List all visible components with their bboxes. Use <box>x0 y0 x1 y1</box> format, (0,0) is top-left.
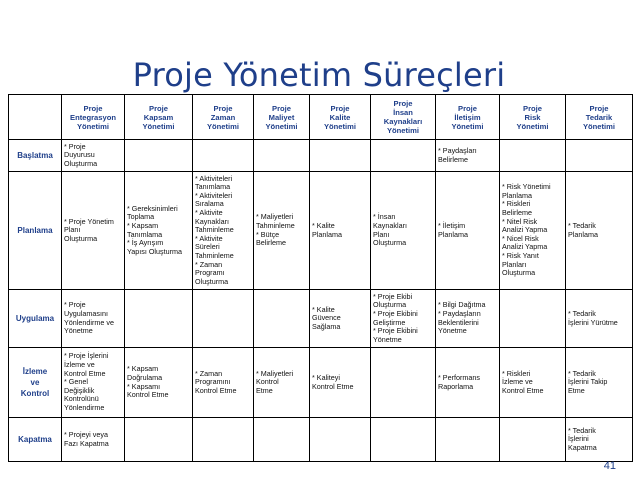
table-cell: * Aktiviteleri Tanımlama * Aktiviteleri Sıralama * Aktivite Kaynakları Tahminleme * Aktivite Süreleri Tahminleme * Zaman Programı Oluşturma <box>193 172 254 290</box>
table-cell: * Kalite Güvence Sağlama <box>310 290 371 348</box>
table-cell <box>254 418 310 462</box>
table-cell <box>500 418 566 462</box>
table-cell <box>436 418 500 462</box>
table-cell: * Tedarik İşlerini Yürütme <box>566 290 633 348</box>
table-cell: * Kapsam Doğrulama * Kapsamı Kontrol Etme <box>125 348 193 418</box>
column-header: Proje Tedarik Yönetimi <box>566 95 633 140</box>
table-cell: * Gereksinimleri Toplama * Kapsam Tanımlama * İş Ayrışım Yapısı Oluşturma <box>125 172 193 290</box>
row-header: Kapatma <box>9 418 62 462</box>
table-corner <box>9 95 62 140</box>
table-cell <box>500 140 566 172</box>
column-header: Proje İletişim Yönetimi <box>436 95 500 140</box>
row-header: Uygulama <box>9 290 62 348</box>
row-header: İzleme ve Kontrol <box>9 348 62 418</box>
column-header: Proje İnsan Kaynakları Yönetimi <box>371 95 436 140</box>
page-number: 41 <box>603 460 616 472</box>
table-cell <box>125 140 193 172</box>
table-cell <box>193 418 254 462</box>
table-cell: * Risk Yönetimi Planlama * Riskleri Belirleme * Nitel Risk Analizi Yapma * Nicel Risk Analizi Yapma * Risk Yanıt Planları Oluşturma <box>500 172 566 290</box>
table-cell: * Performans Raporlama <box>436 348 500 418</box>
table-row <box>9 348 633 418</box>
column-header: Proje Kapsam Yönetimi <box>125 95 193 140</box>
table-row <box>9 290 633 348</box>
column-header: Proje Maliyet Yönetimi <box>254 95 310 140</box>
table-cell: * Proje Yönetim Planı Oluşturma <box>62 172 125 290</box>
table-cell <box>254 140 310 172</box>
table-row <box>9 418 633 462</box>
table-cell: * Proje Uygulamasını Yönlendirme ve Yönetme <box>62 290 125 348</box>
header-row <box>9 95 633 140</box>
column-header: Proje Risk Yönetimi <box>500 95 566 140</box>
table-cell: * İnsan Kaynakları Planı Oluşturma <box>371 172 436 290</box>
table-cell <box>254 290 310 348</box>
table-cell: * Maliyetleri Tahminleme * Bütçe Belirleme <box>254 172 310 290</box>
table-cell <box>193 140 254 172</box>
table-cell: * Tedarik Planlama <box>566 172 633 290</box>
table-cell: * Kalite Planlama <box>310 172 371 290</box>
table-cell <box>310 140 371 172</box>
table-cell <box>500 290 566 348</box>
table-cell <box>310 418 371 462</box>
table-cell <box>193 290 254 348</box>
table-cell: * Kaliteyi Kontrol Etme <box>310 348 371 418</box>
row-header: Başlatma <box>9 140 62 172</box>
column-header: Proje Zaman Yönetimi <box>193 95 254 140</box>
column-header: Proje Kalite Yönetimi <box>310 95 371 140</box>
page-title: Proje Yönetim Süreçleri <box>132 56 506 94</box>
table-cell: * Tedarik İşlerini Kapatma <box>566 418 633 462</box>
table-cell: * Paydaşları Belirleme <box>436 140 500 172</box>
table-cell <box>125 290 193 348</box>
table-cell <box>371 418 436 462</box>
table-cell <box>125 418 193 462</box>
table-row <box>9 140 633 172</box>
row-header: Planlama <box>9 172 62 290</box>
table-cell: * Projeyi veya Fazı Kapatma <box>62 418 125 462</box>
table-cell: * Maliyetleri Kontrol Etme <box>254 348 310 418</box>
table-cell <box>566 140 633 172</box>
table-cell: * Proje İşlerini İzleme ve Kontrol Etme * Genel Değişiklik Kontrolünü Yönlendirme <box>62 348 125 418</box>
table-cell: * Tedarik İşlerini Takip Etme <box>566 348 633 418</box>
table-cell <box>371 140 436 172</box>
table-cell: * Proje Duyurusu Oluşturma <box>62 140 125 172</box>
table-cell: * Zaman Programını Kontrol Etme <box>193 348 254 418</box>
table-row <box>9 172 633 290</box>
process-table <box>8 94 633 462</box>
table-cell: * Riskleri İzleme ve Kontrol Etme <box>500 348 566 418</box>
table-cell: * Bilgi Dağıtma * Paydaşların Beklentilerini Yönetme <box>436 290 500 348</box>
table-cell: * Proje Ekibi Oluşturma * Proje Ekibini Geliştirme * Proje Ekibini Yönetme <box>371 290 436 348</box>
table-cell <box>371 348 436 418</box>
column-header: Proje Entegrasyon Yönetimi <box>62 95 125 140</box>
table-cell: * İletişim Planlama <box>436 172 500 290</box>
